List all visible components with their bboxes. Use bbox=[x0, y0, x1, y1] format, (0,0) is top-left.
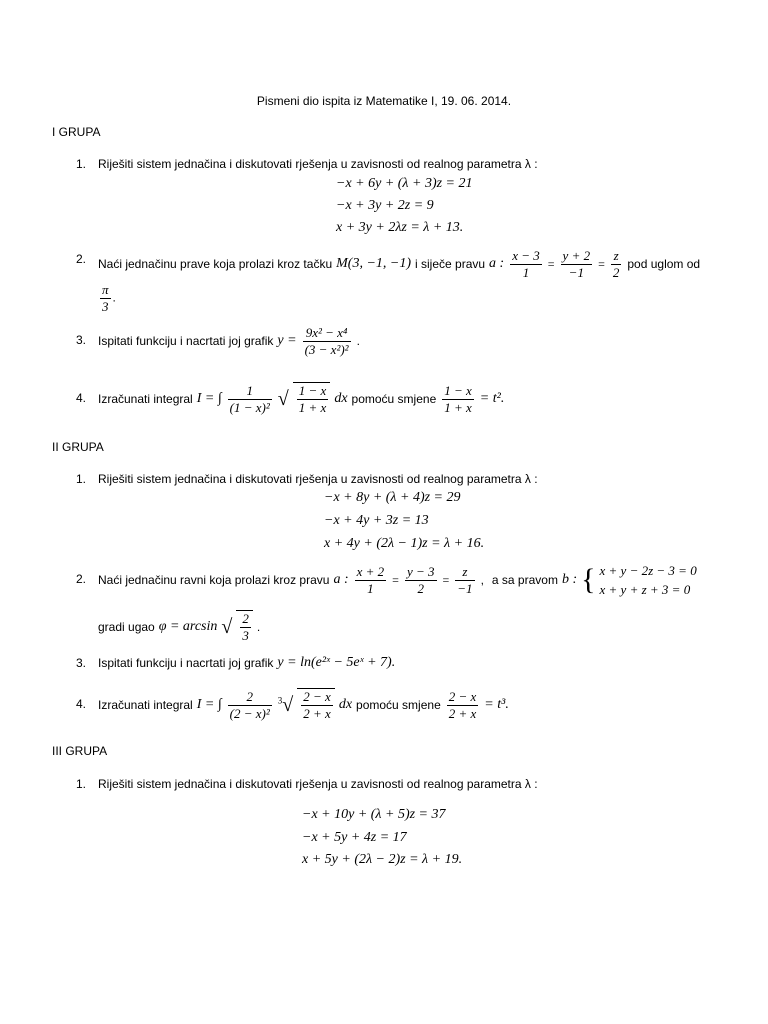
task-line: gradi ugao φ = arcsin √ $\frac{2}{3}$ . bbox=[98, 611, 261, 643]
task-text: Riješiti sistem jednačina i diskutovati rješenja u zavisnosti od realnog parametra λ : bbox=[98, 777, 538, 791]
equation-3: x + 3y + 2λz = λ + 13. bbox=[336, 220, 464, 235]
task-text: Naći jednačinu ravni koja prolazi kroz pravu bbox=[98, 573, 330, 587]
angle-fraction: $\frac{\pi}{3}$ . bbox=[102, 282, 116, 314]
fraction: $\frac{z}{2}$ bbox=[612, 247, 620, 280]
task-line: Izračunati integral I = ∫ $\frac{2}{\text{(2 − x)²}}$ $^3$√ $\frac{2 - x}{2 + x}$ dx pomoću smjene $\frac{2 - x}{2 + x}$ = t³. bbox=[98, 688, 509, 721]
function-formula: y = ln(e²ˣ − 5eˣ + 7). bbox=[277, 655, 396, 670]
task-text: pomoću smjene bbox=[356, 698, 441, 712]
group-1-heading: I GRUPA bbox=[52, 125, 101, 139]
task-text: Riješiti sistem jednačina i diskutovati rješenja u zavisnosti od realnog parametra λ : bbox=[98, 472, 538, 486]
fraction: $\frac{x + 2}{1}$ bbox=[356, 563, 385, 596]
group-3-heading: III GRUPA bbox=[52, 744, 108, 758]
point-formula: M(3, −1, −1) bbox=[336, 256, 412, 271]
task-line: Ispitati funkciju i nacrtati joj grafik y = $\frac{\text{9x² − x⁴}}{\text{(3 − x²)²}}$ . bbox=[98, 324, 360, 357]
task-text: Ispitati funkciju i nacrtati joj grafik bbox=[98, 334, 274, 348]
fraction: $\frac{1 - x}{1 + x}$ bbox=[444, 382, 472, 415]
task-text: gradi ugao bbox=[98, 620, 155, 634]
task-text: Riješiti sistem jednačina i diskutovati rješenja u zavisnosti od realnog parametra λ : bbox=[98, 157, 538, 171]
fraction: $\frac{2 - x}{2 + x}$ bbox=[448, 688, 477, 721]
equation-3: x + 4y + (2λ − 1)z = λ + 16. bbox=[324, 536, 485, 551]
task-number: 3. bbox=[76, 656, 87, 670]
task-text: Naći jednačinu prave koja prolazi kroz tačku bbox=[98, 257, 333, 271]
equation-2: −x + 5y + 4z = 17 bbox=[302, 830, 407, 845]
equation-1: −x + 10y + (λ + 5)z = 37 bbox=[302, 807, 446, 822]
task-number: 4. bbox=[76, 697, 87, 711]
task-number: 1. bbox=[76, 157, 87, 171]
equation-2: −x + 3y + 2z = 9 bbox=[336, 198, 434, 213]
task-text: pod uglom od bbox=[627, 257, 701, 271]
equation-1: −x + 6y + (λ + 3)z = 21 bbox=[336, 176, 473, 191]
line-label: a : bbox=[489, 256, 505, 271]
task-text: pomoću smjene bbox=[351, 392, 437, 406]
task-line: Naći jednačinu ravni koja prolazi kroz pravu a : $\frac{x + 2}{1}$ = $\frac{y - 3}{2}$ = $\frac{z}{-1}$ , a sa pravom b : { x + y − 2z − 3 = 0 x + y + z + 3 = 0 bbox=[98, 563, 697, 597]
fraction: $\frac{2}{\text{(2 − x)²}}$ bbox=[229, 688, 270, 721]
fraction: $\frac{x - 3}{1}$ bbox=[512, 247, 540, 280]
task-number: 2. bbox=[76, 572, 87, 586]
task-text: i siječe pravu bbox=[415, 257, 486, 271]
equation-3: x + 5y + (2λ − 2)z = λ + 19. bbox=[302, 852, 463, 867]
group-2-heading: II GRUPA bbox=[52, 440, 104, 454]
task-text: Ispitati funkciju i nacrtati joj grafik bbox=[98, 656, 274, 670]
task-text: Izračunati integral bbox=[98, 698, 193, 712]
fraction: $\frac{z}{-1}$ bbox=[457, 563, 473, 596]
page-title: Pismeni dio ispita iz Matematike I, 19. 06. 2014. bbox=[256, 94, 512, 108]
fraction: $\frac{1}{\text{(1 − x)²}}$ bbox=[229, 382, 270, 415]
task-line: Izračunati integral I = ∫ $\frac{1}{\text{(1 − x)²}}$ √ $\frac{1 - x}{1 + x}$ dx pomoću smjene $\frac{1 - x}{1 + x}$ = t². bbox=[98, 382, 505, 415]
task-line: Naći jednačinu prave koja prolazi kroz tačku M(3, −1, −1) i siječe pravu a : $\frac{x - 3}{1}$ = $\frac{y + 2}{-1}$ = $\frac{z}{2}$ pod uglom od bbox=[98, 247, 701, 280]
task-number: 1. bbox=[76, 777, 87, 791]
fraction: $\frac{y + 2}{-1}$ bbox=[562, 247, 591, 280]
task-text: a sa pravom bbox=[491, 573, 558, 587]
task-number: 3. bbox=[76, 333, 87, 347]
task-number: 2. bbox=[76, 252, 87, 266]
task-number: 4. bbox=[76, 391, 87, 405]
equation-1: −x + 8y + (λ + 4)z = 29 bbox=[324, 490, 461, 505]
function-fraction: $\frac{\text{9x² − x⁴}}{\text{(3 − x²)²}}$ bbox=[304, 324, 349, 357]
task-number: 1. bbox=[76, 472, 87, 486]
task-line bbox=[98, 650, 395, 676]
line-system: x + y − 2z − 3 = 0 x + y + z + 3 = 0 bbox=[599, 563, 697, 597]
fraction: $\frac{y - 3}{2}$ bbox=[406, 563, 435, 596]
equation-2: −x + 4y + 3z = 13 bbox=[324, 513, 429, 528]
task-text: Izračunati integral bbox=[98, 392, 193, 406]
